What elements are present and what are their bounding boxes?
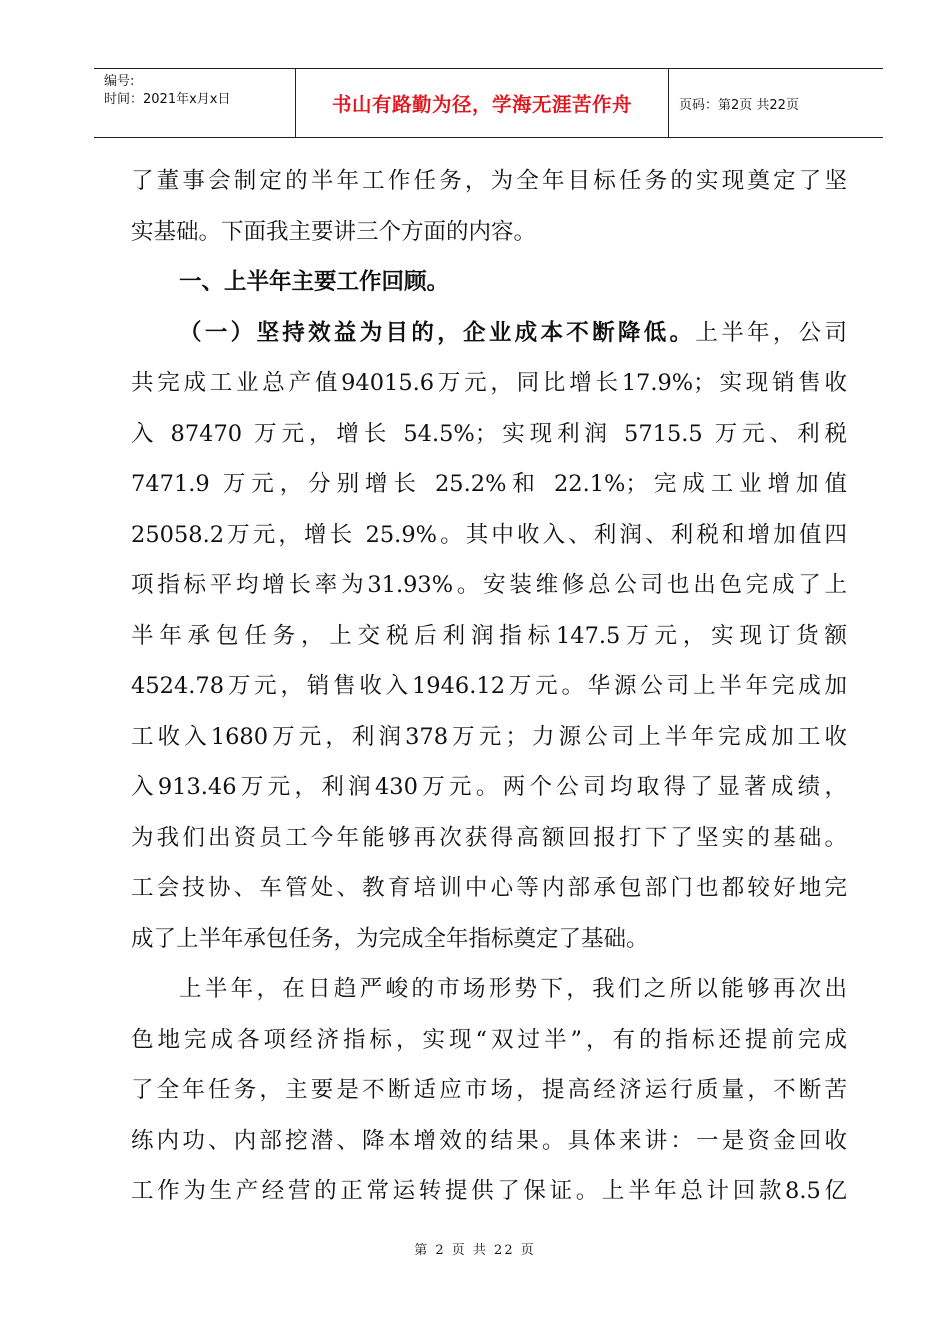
text-line: 入913.46万元，利润430万元。两个公司均取得了显著成绩， [131,774,847,800]
text-line: 25058.2万元，增长 25.9%。其中收入、利润、利税和增加值四 [131,521,847,548]
text-line: 半年承包任务，上交税后利润指标147.5万元，实现订货额 [131,622,847,649]
text-line: 实基础。下面我主要讲三个方面的内容。 [131,218,537,245]
text-line: 4524.78万元，销售收入1946.12万元。华源公司上半年完成加 [131,673,847,699]
text-line: 了董事会制定的半年工作任务，为全年目标任务的实现奠定了坚 [131,168,847,194]
time-label: 时间：2021年x月x日 [104,92,231,107]
text-line: 练内功、内部挖潜、降本增效的结果。具体来讲：一是资金回收 [131,1127,847,1154]
text-line: 成了上半年承包任务，为完成全年指标奠定了基础。 [131,925,649,952]
header-meta [94,69,296,137]
text-line: 入 87470 万元，增长 54.5%；实现利润 5715.5 万元、利税 [131,420,847,447]
text-line: 工会技协、车管处、教育培训中心等内部承包部门也都较好地完 [131,875,847,901]
code-label: 编号: [104,74,135,89]
text-line: 共完成工业总产值94015.6万元，同比增长17.9%；实现销售收 [131,370,847,396]
text-line [131,308,847,359]
text-line: 7471.9 万元，分别增长 25.2%和 22.1%；完成工业增加值 [131,471,847,497]
text-line: 了全年任务，主要是不断适应市场，提高经济运行质量，不断苦 [131,1077,847,1103]
text-line: 工作为生产经营的正常运转提供了保证。上半年总计回款8.5亿 [131,1178,847,1204]
text-segment: 上半年，公司 [695,319,847,346]
section-heading: 一、上半年主要工作回顾。 [179,269,450,295]
text-line: 为我们出资员工今年能够再次获得高额回报打下了坚实的基础。 [131,824,847,851]
page-header [94,68,883,138]
header-page-label: 页码：第2页 共22页 [679,97,799,113]
subsection-heading: （一）坚持效益为目的，企业成本不断降低。 [179,319,696,346]
text-line: 项指标平均增长率为31.93%。安装维修总公司也出色完成了上 [131,572,847,598]
text-line: 色地完成各项经济指标，实现“双过半”，有的指标还提前完成 [131,1026,847,1053]
document-body [131,156,847,1217]
text-line: 上半年，在日趋严峻的市场形势下，我们之所以能够再次出 [179,976,847,1002]
page-footer: 第 2 页 共 22 页 [414,1243,536,1258]
text-line: 工收入1680万元，利润378万元；力源公司上半年完成加工收 [131,723,847,750]
header-motto: 书山有路勤为径，学海无涯苦作舟 [296,69,669,137]
